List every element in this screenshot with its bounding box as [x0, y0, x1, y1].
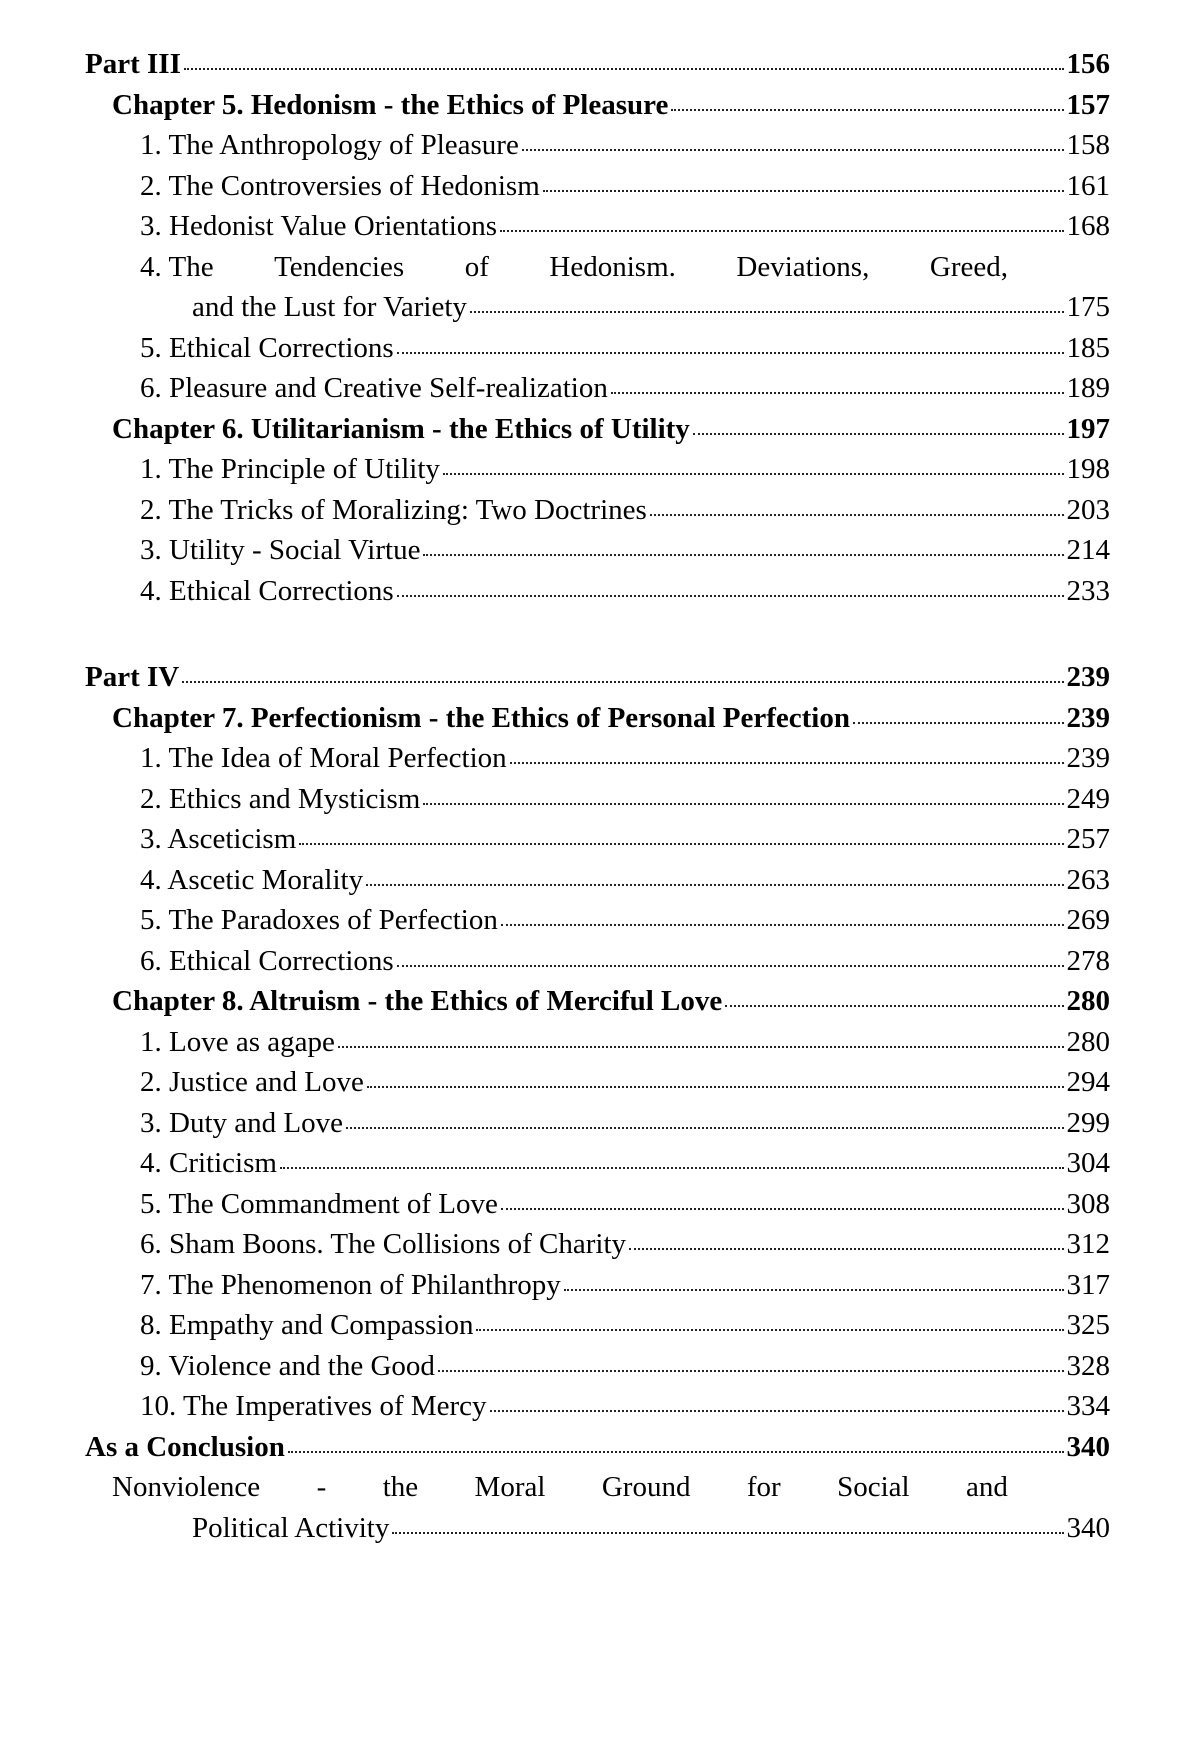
toc-entry[interactable] — [140, 1025, 1110, 1058]
toc-entry-word: of — [464, 250, 489, 283]
toc-entry[interactable] — [140, 1106, 1110, 1139]
dot-leader — [629, 1248, 1063, 1250]
dot-leader — [490, 1410, 1064, 1412]
toc-entry-word: 4. The — [140, 250, 214, 283]
toc-page-number: 294 — [1066, 1066, 1110, 1098]
toc-entry[interactable] — [140, 536, 1110, 565]
dot-leader — [299, 843, 1063, 845]
toc-entry-title: 1. The Anthropology of Pleasure — [140, 129, 519, 161]
toc-entry-title: 5. The Paradoxes of Perfection — [140, 904, 498, 936]
toc-page-number: 304 — [1066, 1147, 1110, 1179]
toc-page-number: 249 — [1066, 782, 1110, 815]
toc-entry-word: Social — [837, 1471, 910, 1503]
toc-entry-title: 9. Violence and the Good — [140, 1349, 435, 1382]
toc-page-number: 168 — [1066, 210, 1110, 242]
toc-page-number: 185 — [1066, 331, 1110, 364]
toc-entry[interactable] — [140, 169, 1110, 202]
dot-leader — [470, 311, 1064, 313]
toc-page-number: 280 — [1066, 985, 1110, 1017]
toc-page-number: 340 — [1066, 1511, 1110, 1544]
dot-leader — [397, 595, 1064, 597]
toc-entry-first-line — [112, 1473, 1008, 1502]
toc-entry-title: Part III — [85, 48, 181, 80]
toc-entry-word: Nonviolence — [112, 1471, 261, 1503]
toc-page-number: 340 — [1066, 1430, 1110, 1463]
dot-leader — [501, 924, 1064, 926]
toc-entry[interactable] — [140, 331, 1110, 364]
dot-leader — [392, 1532, 1063, 1534]
toc-entry-title: 3. Hedonist Value Orientations — [140, 210, 498, 242]
toc-entry-title: 6. Sham Boons. The Collisions of Charity — [140, 1228, 627, 1260]
toc-entry[interactable] — [140, 212, 1110, 241]
toc-entry[interactable] — [140, 493, 1110, 526]
toc-page-number: 312 — [1066, 1228, 1110, 1260]
toc-page-number: 263 — [1066, 863, 1110, 896]
dot-leader — [182, 681, 1063, 683]
dot-leader — [184, 68, 1064, 70]
toc-page-number: 157 — [1066, 88, 1110, 121]
toc-page-number: 214 — [1066, 534, 1110, 566]
toc-page-number: 257 — [1066, 823, 1110, 855]
dot-leader — [367, 1086, 1064, 1088]
toc-entry-title: 2. The Controversies of Hedonism — [140, 169, 540, 202]
dot-leader — [510, 762, 1064, 764]
toc-page-number: 269 — [1066, 904, 1110, 936]
dot-leader — [366, 884, 1063, 886]
toc-entry-title: Chapter 5. Hedonism - the Ethics of Pleasure — [112, 88, 669, 121]
toc-heading[interactable] — [112, 701, 1110, 734]
toc-entry-title: Chapter 6. Utilitarianism - the Ethics of Utility — [112, 412, 690, 445]
toc-entry-title: and the Lust for Variety — [192, 291, 467, 323]
dot-leader — [501, 1208, 1064, 1210]
dot-leader — [693, 433, 1064, 435]
toc-entry[interactable] — [140, 374, 1110, 403]
toc-page-number: 328 — [1066, 1349, 1110, 1382]
toc-heading[interactable] — [112, 412, 1110, 445]
toc-entry[interactable] — [140, 1268, 1110, 1301]
toc-entry[interactable] — [140, 131, 1110, 160]
toc-page-number: 198 — [1066, 453, 1110, 485]
dot-leader — [611, 392, 1064, 394]
toc-entry-word: for — [746, 1471, 781, 1503]
toc-entry[interactable] — [140, 1149, 1110, 1178]
toc-entry[interactable] — [140, 1068, 1110, 1097]
toc-entry[interactable] — [140, 455, 1110, 484]
dot-leader — [397, 352, 1064, 354]
toc-entry[interactable] — [140, 1187, 1110, 1220]
dot-leader — [853, 722, 1064, 724]
toc-entry-title: 7. The Phenomenon of Philanthropy — [140, 1268, 561, 1301]
toc-entry-title: Part IV — [85, 661, 180, 693]
toc-page-number: 239 — [1066, 742, 1110, 774]
dot-leader — [564, 1289, 1064, 1291]
dot-leader — [476, 1329, 1063, 1331]
toc-entry-title: 1. The Principle of Utility — [140, 453, 440, 485]
dot-leader — [423, 803, 1063, 805]
dot-leader — [650, 514, 1064, 516]
toc-entry[interactable] — [140, 944, 1110, 977]
toc-entry[interactable] — [140, 825, 1110, 854]
toc-page-number: 239 — [1066, 661, 1110, 693]
toc-entry-title: 10. The Imperatives of Mercy — [140, 1390, 487, 1422]
dot-leader — [288, 1451, 1064, 1453]
toc-entry-word: Greed, — [929, 250, 1008, 283]
dot-leader — [346, 1127, 1064, 1129]
toc-page-number: 299 — [1066, 1106, 1110, 1139]
toc-entry-title: As a Conclusion — [85, 1430, 285, 1463]
toc-entry-title: 4. Criticism — [140, 1147, 277, 1179]
toc-page-number: 233 — [1066, 574, 1110, 607]
toc-entry-title: 6. Ethical Corrections — [140, 944, 394, 977]
toc-entry-word: Tendencies — [274, 250, 405, 283]
toc-entry-title: 6. Pleasure and Creative Self-realization — [140, 372, 608, 404]
dot-leader — [500, 230, 1063, 232]
toc-heading[interactable] — [112, 88, 1110, 121]
toc-page-number: 175 — [1066, 291, 1110, 323]
toc-entry[interactable] — [140, 782, 1110, 815]
toc-entry-title: 3. Duty and Love — [140, 1106, 343, 1139]
dot-leader — [280, 1167, 1064, 1169]
toc-entry-title: 2. Ethics and Mysticism — [140, 782, 421, 815]
toc-entry-first-line — [140, 250, 1008, 283]
dot-leader — [423, 554, 1063, 556]
toc-entry-title: 1. The Idea of Moral Perfection — [140, 742, 507, 774]
dot-leader — [725, 1005, 1063, 1007]
toc-entry-word: the — [382, 1471, 419, 1503]
toc-entry[interactable] — [140, 1349, 1110, 1382]
toc-entry[interactable] — [192, 293, 1110, 322]
toc-entry[interactable] — [140, 863, 1110, 896]
toc-entry-word: Ground — [601, 1471, 691, 1503]
toc-entry-title: 3. Asceticism — [140, 823, 297, 855]
toc-entry[interactable] — [140, 1392, 1110, 1421]
dot-leader — [671, 109, 1063, 111]
toc-entry-word: Deviations, — [736, 250, 870, 283]
toc-entry-title: 2. The Tricks of Moralizing: Two Doctrines — [140, 493, 647, 526]
toc-page-number: 239 — [1066, 701, 1110, 734]
toc-entry-title: Chapter 7. Perfectionism - the Ethics of Personal Perfection — [112, 701, 850, 734]
dot-leader — [543, 190, 1064, 192]
toc-entry[interactable] — [192, 1511, 1110, 1544]
toc-heading[interactable] — [112, 987, 1110, 1016]
toc-entry[interactable] — [140, 574, 1110, 607]
toc-entry-word: - — [316, 1471, 327, 1503]
dot-leader — [397, 965, 1064, 967]
toc-heading[interactable] — [85, 1430, 1110, 1463]
toc-entry-title: 8. Empathy and Compassion — [140, 1309, 474, 1341]
toc-entry-title: Chapter 8. Altruism - the Ethics of Merciful Love — [112, 985, 723, 1017]
dot-leader — [522, 149, 1064, 151]
dot-leader — [338, 1046, 1064, 1048]
toc-entry[interactable] — [140, 744, 1110, 773]
toc-entry-title: 5. Ethical Corrections — [140, 331, 394, 364]
toc-page-number: 317 — [1066, 1268, 1110, 1301]
toc-entry-title: 2. Justice and Love — [140, 1066, 364, 1098]
toc-entry[interactable] — [140, 1311, 1110, 1340]
toc-page-number: 203 — [1066, 493, 1110, 526]
toc-entry[interactable] — [140, 906, 1110, 935]
toc-entry-title: 4. Ascetic Morality — [140, 863, 364, 896]
toc-page-number: 280 — [1066, 1025, 1110, 1058]
toc-page-number: 278 — [1066, 944, 1110, 977]
toc-entry-title: Political Activity — [192, 1511, 390, 1544]
toc-page-number: 197 — [1066, 412, 1110, 445]
toc-page-number: 158 — [1066, 129, 1110, 161]
toc-page-number: 334 — [1066, 1390, 1110, 1422]
dot-leader — [438, 1370, 1064, 1372]
toc-heading[interactable] — [85, 663, 1110, 692]
dot-leader — [443, 473, 1064, 475]
toc-entry-word: Hedonism. — [549, 250, 676, 283]
toc-page-number: 161 — [1066, 169, 1110, 202]
toc-heading[interactable] — [85, 50, 1110, 79]
toc-entry-word: and — [966, 1471, 1008, 1503]
toc-entry-title: 4. Ethical Corrections — [140, 574, 394, 607]
toc-page-number: 325 — [1066, 1309, 1110, 1341]
toc-entry[interactable] — [140, 1230, 1110, 1259]
toc-page-number: 308 — [1066, 1187, 1110, 1220]
toc-page-number: 156 — [1066, 48, 1110, 80]
toc-entry-title: 3. Utility - Social Virtue — [140, 534, 421, 566]
toc-entry-word: Moral — [474, 1471, 546, 1503]
toc-page-number: 189 — [1066, 372, 1110, 404]
toc-entry-title: 1. Love as agape — [140, 1025, 335, 1058]
toc-entry-title: 5. The Commandment of Love — [140, 1187, 498, 1220]
